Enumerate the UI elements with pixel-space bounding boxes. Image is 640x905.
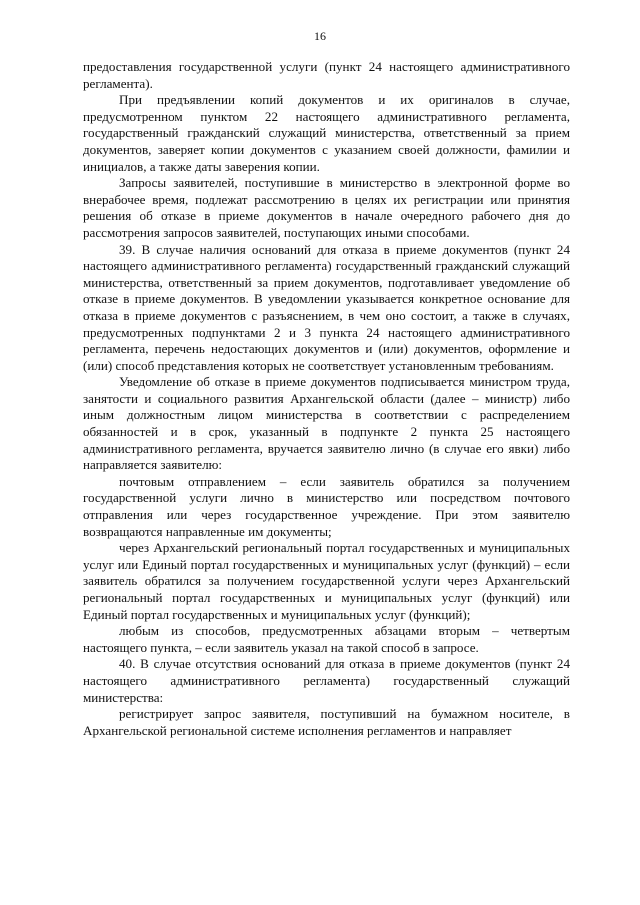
paragraph-40: 40. В случае отсутствия оснований для отказа в приеме документов (пункт 24 настоящего административного регламента) государственный служащий министерства: — [83, 656, 570, 705]
document-body — [83, 59, 570, 739]
page-number: 16 — [314, 29, 326, 43]
paragraph-refusal-notice: Уведомление об отказе в приеме документов подписывается министром труда, занятости и социального развития Архангельской области (далее – министр) либо иным должностным лицом министерства в соответствии с распределением обязанностей и в срок, указанный в подпункте 2 пункта 25 настоящего административного регламента, вручается заявителю лично (в случае его явки) либо направляется заявителю: — [83, 374, 570, 473]
paragraph-registration: регистрирует запрос заявителя, поступивший на бумажном носителе, в Архангельской региональной системе исполнения регламентов и направляет — [83, 706, 570, 738]
paragraph-copies-certification: При предъявлении копий документов и их оригиналов в случае, предусмотренном пунктом 22 настоящего административного регламента, государственный гражданский служащий министерства, ответственный за прием документов, заверяет копии документов с указанием своей должности, фамилии и инициалов, а также даты заверения копии. — [83, 92, 570, 174]
paragraph-postal-delivery: почтовым отправлением – если заявитель обратился за получением государственной услуги лично в министерство или посредством почтового отправления или через государственное учреждение. При этом заявителю возвращаются направленные им документы; — [83, 473, 570, 539]
paragraph-39: 39. В случае наличия оснований для отказа в приеме документов (пункт 24 настоящего административного регламента) государственный гражданский служащий министерства, ответственный за прием документов, подготавливает уведомление об отказе в приеме документов. В уведомлении указывается конкретное основание для отказа в приеме документов с разъяснением, в чем оно состоит, а также в случаях, предусмотренных подпунктами 2 и 3 пункта 24 настоящего административного регламента, перечень недостающих документов и (или) документов, оформление и (или) способ представления которых не соответствует установленным требованиям. — [83, 241, 570, 373]
paragraph-continuation: предоставления государственной услуги (пункт 24 настоящего административного регламента). — [83, 59, 570, 91]
paragraph-any-method: любым из способов, предусмотренных абзацами вторым – четвертым настоящего пункта, – если заявитель указал на такой способ в запросе. — [83, 623, 570, 655]
paragraph-portal-delivery: через Архангельский региональный портал государственных и муниципальных услуг или Единый портал государственных и муниципальных услуг (функций) – если заявитель обратился за получением государственной услуги через Архангельский региональный портал государственных и муниципальных услуг (функций) или Единый портал государственных и муниципальных услуг (функций); — [83, 540, 570, 622]
paragraph-electronic-requests: Запросы заявителей, поступившие в министерство в электронной форме во внерабочее время, подлежат рассмотрению в целях их регистрации или принятия решения об отказе в приеме документов в начале очередного рабочего дня до рассмотрения запросов заявителей, поступающих иными способами. — [83, 175, 570, 240]
